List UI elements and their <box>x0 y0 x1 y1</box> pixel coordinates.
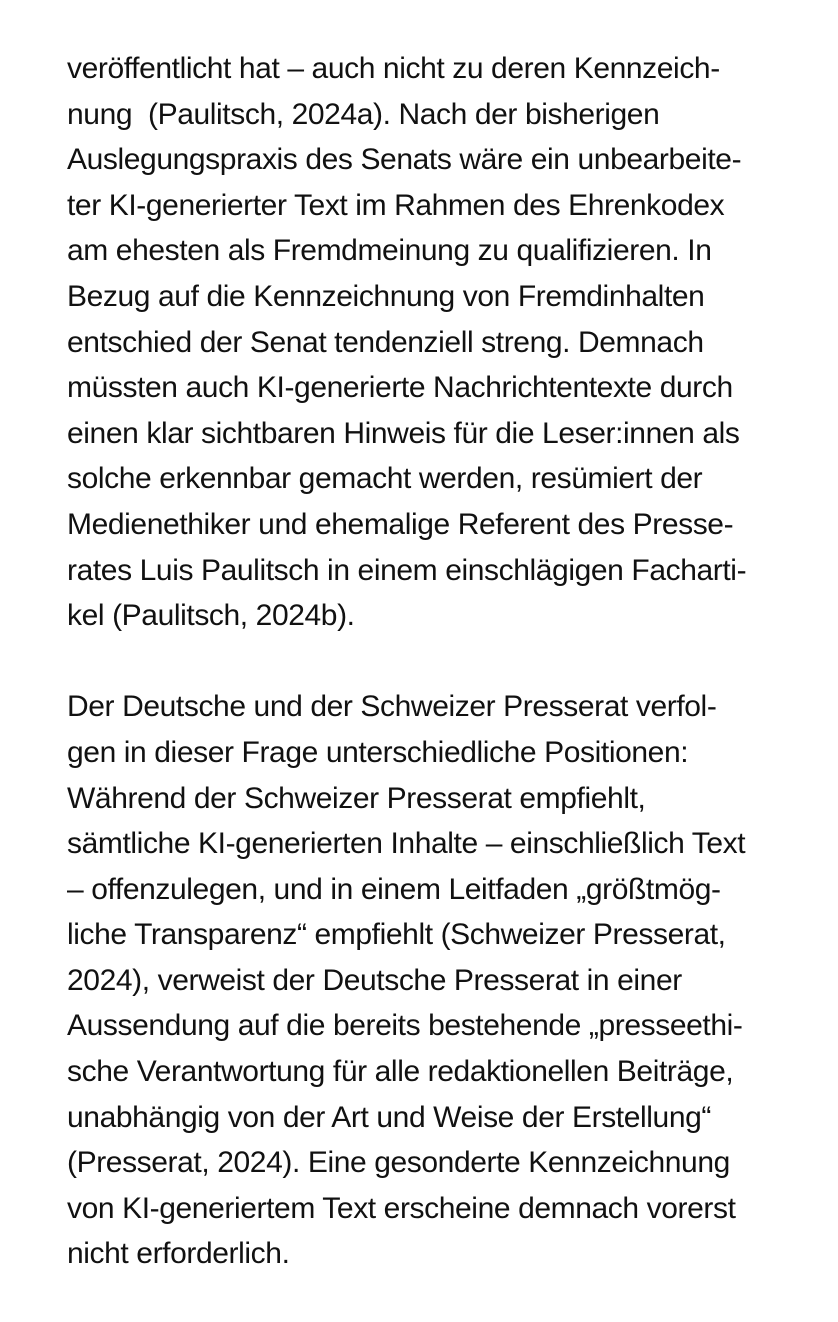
text-line: solche erkennbar gemacht werden, resümiert der <box>67 462 703 496</box>
text-line: am ehesten als Fremdmeinung zu qualifizieren. In <box>67 234 712 268</box>
text-line: Bezug auf die Kennzeichnung von Fremdinhalten <box>67 279 705 313</box>
text-line: Medienethiker und ehemalige Referent des Presse- <box>67 507 734 541</box>
text-line: liche Transparenz“ empfiehlt (Schweizer Presserat, <box>67 918 726 952</box>
text-line: rates Luis Paulitsch in einem einschlägigen Facharti- <box>67 553 747 587</box>
text-line: entschied der Senat tendenziell streng. Demnach <box>67 325 704 359</box>
paragraph-presserat <box>67 684 827 1277</box>
text-line: (Presserat, 2024). Eine gesonderte Kennzeichnung <box>67 1146 730 1180</box>
text-line: 2024), verweist der Deutsche Presserat in einer <box>67 963 682 997</box>
text-line: Während der Schweizer Presserat empfiehlt, <box>67 781 646 815</box>
text-line: veröffentlicht hat – auch nicht zu deren Kennzeich- <box>67 52 720 85</box>
text-line: von KI-generiertem Text erscheine demnach vorerst <box>67 1191 736 1225</box>
paragraph-spacer <box>67 639 827 685</box>
text-line: unabhängig von der Art und Weise der Erstellung“ <box>67 1100 711 1134</box>
text-line: Auslegungspraxis des Senats wäre ein unbearbeite- <box>67 143 742 177</box>
text-line: müssten auch KI-generierte Nachrichtentexte durch <box>67 371 733 405</box>
text-line: nung (Paulitsch, 2024a). Nach der bisherigen <box>67 97 660 131</box>
text-line: – offenzulegen, und in einem Leitfaden „größtmög- <box>67 872 721 906</box>
text-line: ter KI-generierter Text im Rahmen des Ehrenkodex <box>67 188 725 222</box>
text-line: kel (Paulitsch, 2024b). <box>67 599 355 633</box>
text-line: gen in dieser Frage unterschiedliche Positionen: <box>67 735 689 769</box>
text-line: sämtliche KI-generierten Inhalte – einschließlich Text <box>67 827 746 861</box>
document-page <box>67 46 827 1277</box>
text-line: Aussendung auf die bereits bestehende „presseethi- <box>67 1009 743 1043</box>
text-line: nicht erforderlich. <box>67 1237 290 1271</box>
text-line: sche Verantwortung für alle redaktionellen Beiträge, <box>67 1055 734 1089</box>
text-line: einen klar sichtbaren Hinweis für die Leser:innen als <box>67 416 740 450</box>
text-line: Der Deutsche und der Schweizer Presserat verfol- <box>67 690 717 724</box>
paragraph-paulitsch <box>67 46 827 639</box>
